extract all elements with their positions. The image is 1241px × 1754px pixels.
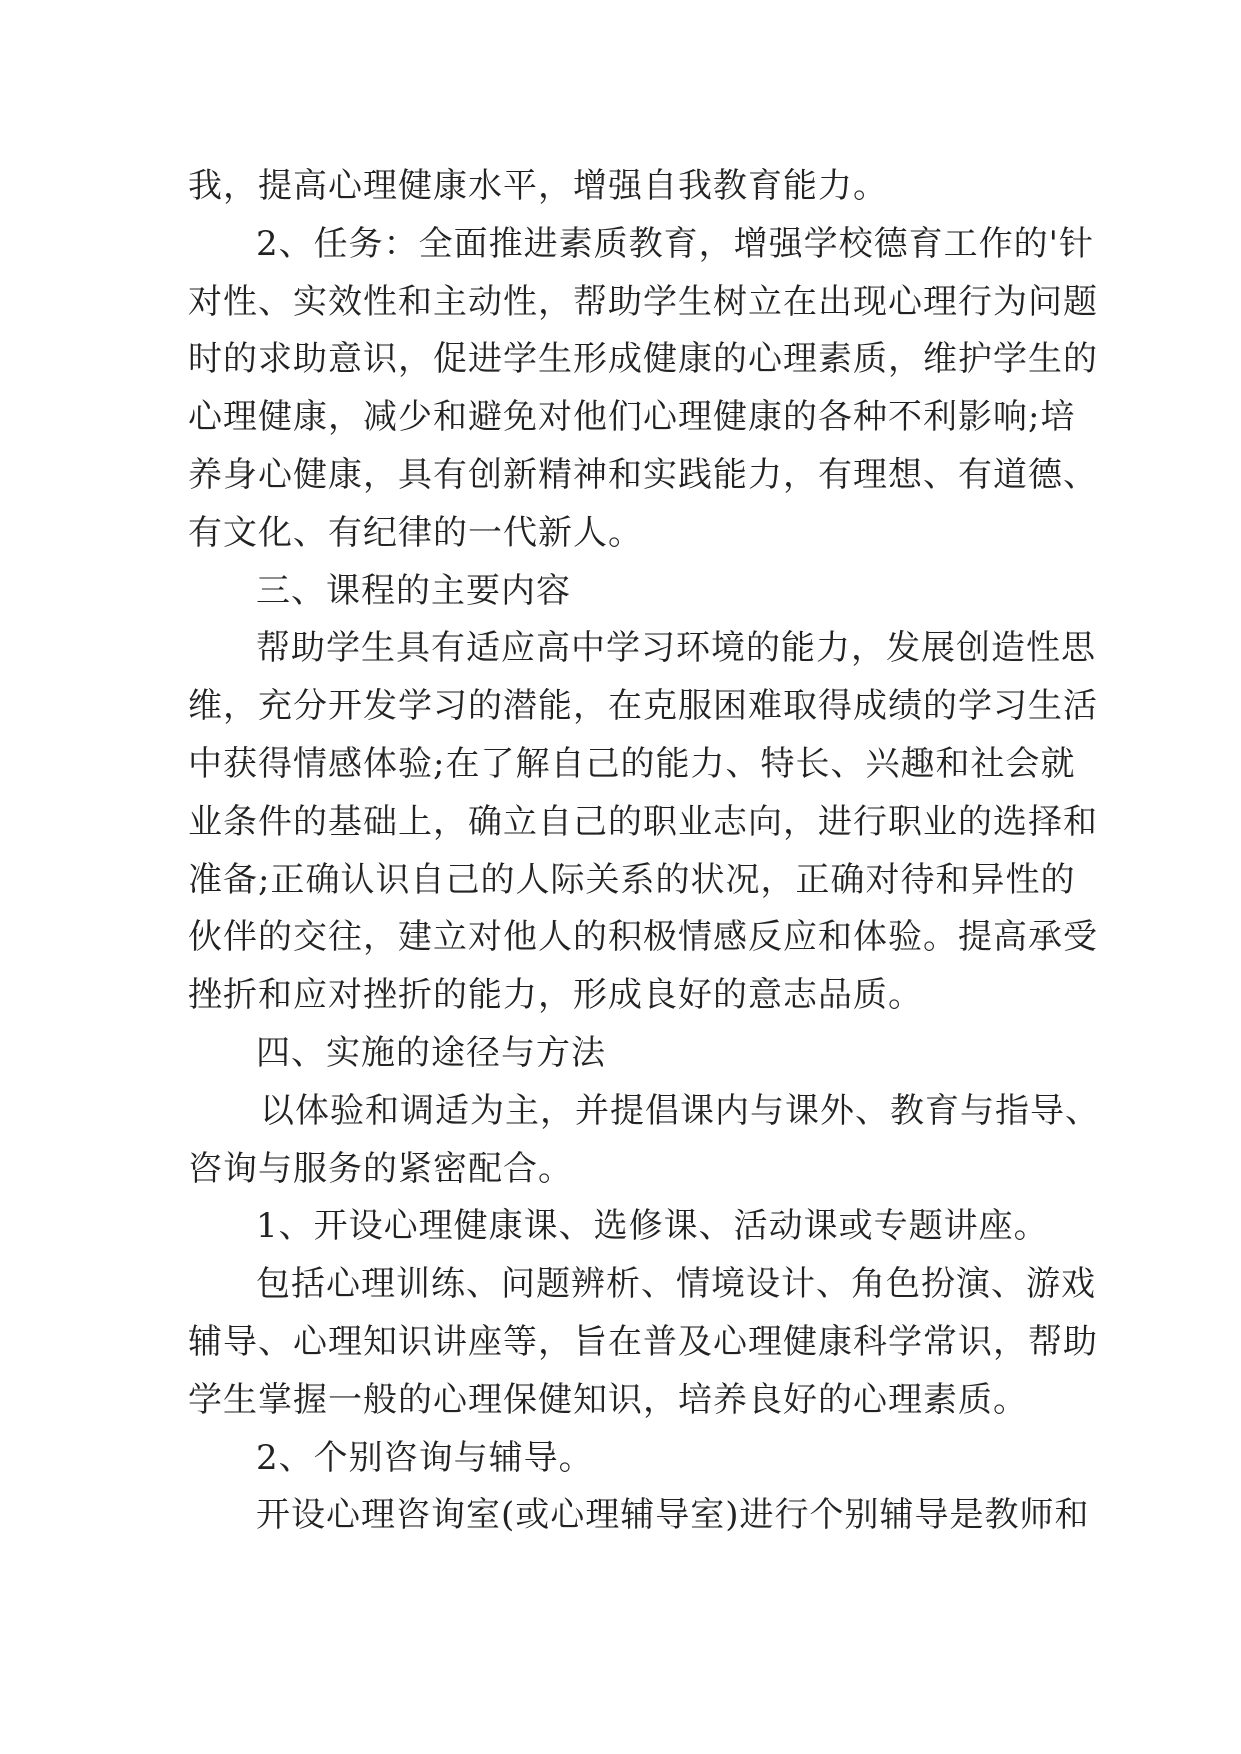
paragraph-line: 学生掌握一般的心理保健知识，培养良好的心理素质。 (188, 1379, 1028, 1420)
paragraph-line: 对性、实效性和主动性，帮助学生树立在出现心理行为问题 (188, 281, 1098, 322)
paragraph-line: 以体验和调适为主，并提倡课内与课外、教育与指导、 (260, 1090, 1100, 1131)
paragraph-line: 开设心理咨询室(或心理辅导室)进行个别辅导是教师和 (256, 1495, 1090, 1536)
paragraph-line: 准备;正确认识自己的人际关系的状况，正确对待和异性的 (188, 859, 1076, 900)
document-body (188, 158, 1100, 1545)
paragraph-line: 辅导、心理知识讲座等，旨在普及心理健康科学常识，帮助 (188, 1321, 1098, 1362)
paragraph-line: 时的求助意识，促进学生形成健康的心理素质，维护学生的 (188, 339, 1098, 380)
paragraph-line: 2、任务：全面推进素质教育，增强学校德育工作的'针 (256, 223, 1094, 264)
paragraph-line: 中获得情感体验;在了解自己的能力、特长、兴趣和社会就 (188, 743, 1076, 784)
paragraph-line: 心理健康，减少和避免对他们心理健康的各种不利影响;培 (188, 397, 1076, 438)
paragraph-line: 伙伴的交往，建立对他人的积极情感反应和体验。提高承受 (188, 917, 1098, 958)
paragraph-line: 维，充分开发学习的潜能，在克服困难取得成绩的学习生活 (188, 686, 1098, 727)
section-heading: 四、实施的途径与方法 (256, 1032, 606, 1073)
paragraph-line: 我，提高心理健康水平，增强自我教育能力。 (188, 166, 888, 206)
subsection-heading: 2、个别咨询与辅导。 (256, 1437, 594, 1478)
section-heading: 三、课程的主要内容 (256, 570, 571, 611)
paragraph-line: 挫折和应对挫折的能力，形成良好的意志品质。 (188, 975, 923, 1016)
paragraph-line: 咨询与服务的紧密配合。 (188, 1148, 573, 1189)
paragraph-line: 业条件的基础上，确立自己的职业志向，进行职业的选择和 (188, 801, 1098, 842)
paragraph-line: 帮助学生具有适应高中学习环境的能力，发展创造性思 (256, 628, 1096, 669)
paragraph-line: 养身心健康，具有创新精神和实践能力，有理想、有道德、 (188, 454, 1098, 495)
paragraph-line: 有文化、有纪律的一代新人。 (188, 512, 643, 553)
subsection-heading: 1、开设心理健康课、选修课、活动课或专题讲座。 (256, 1206, 1049, 1247)
paragraph-line: 包括心理训练、问题辨析、情境设计、角色扮演、游戏 (256, 1264, 1096, 1305)
